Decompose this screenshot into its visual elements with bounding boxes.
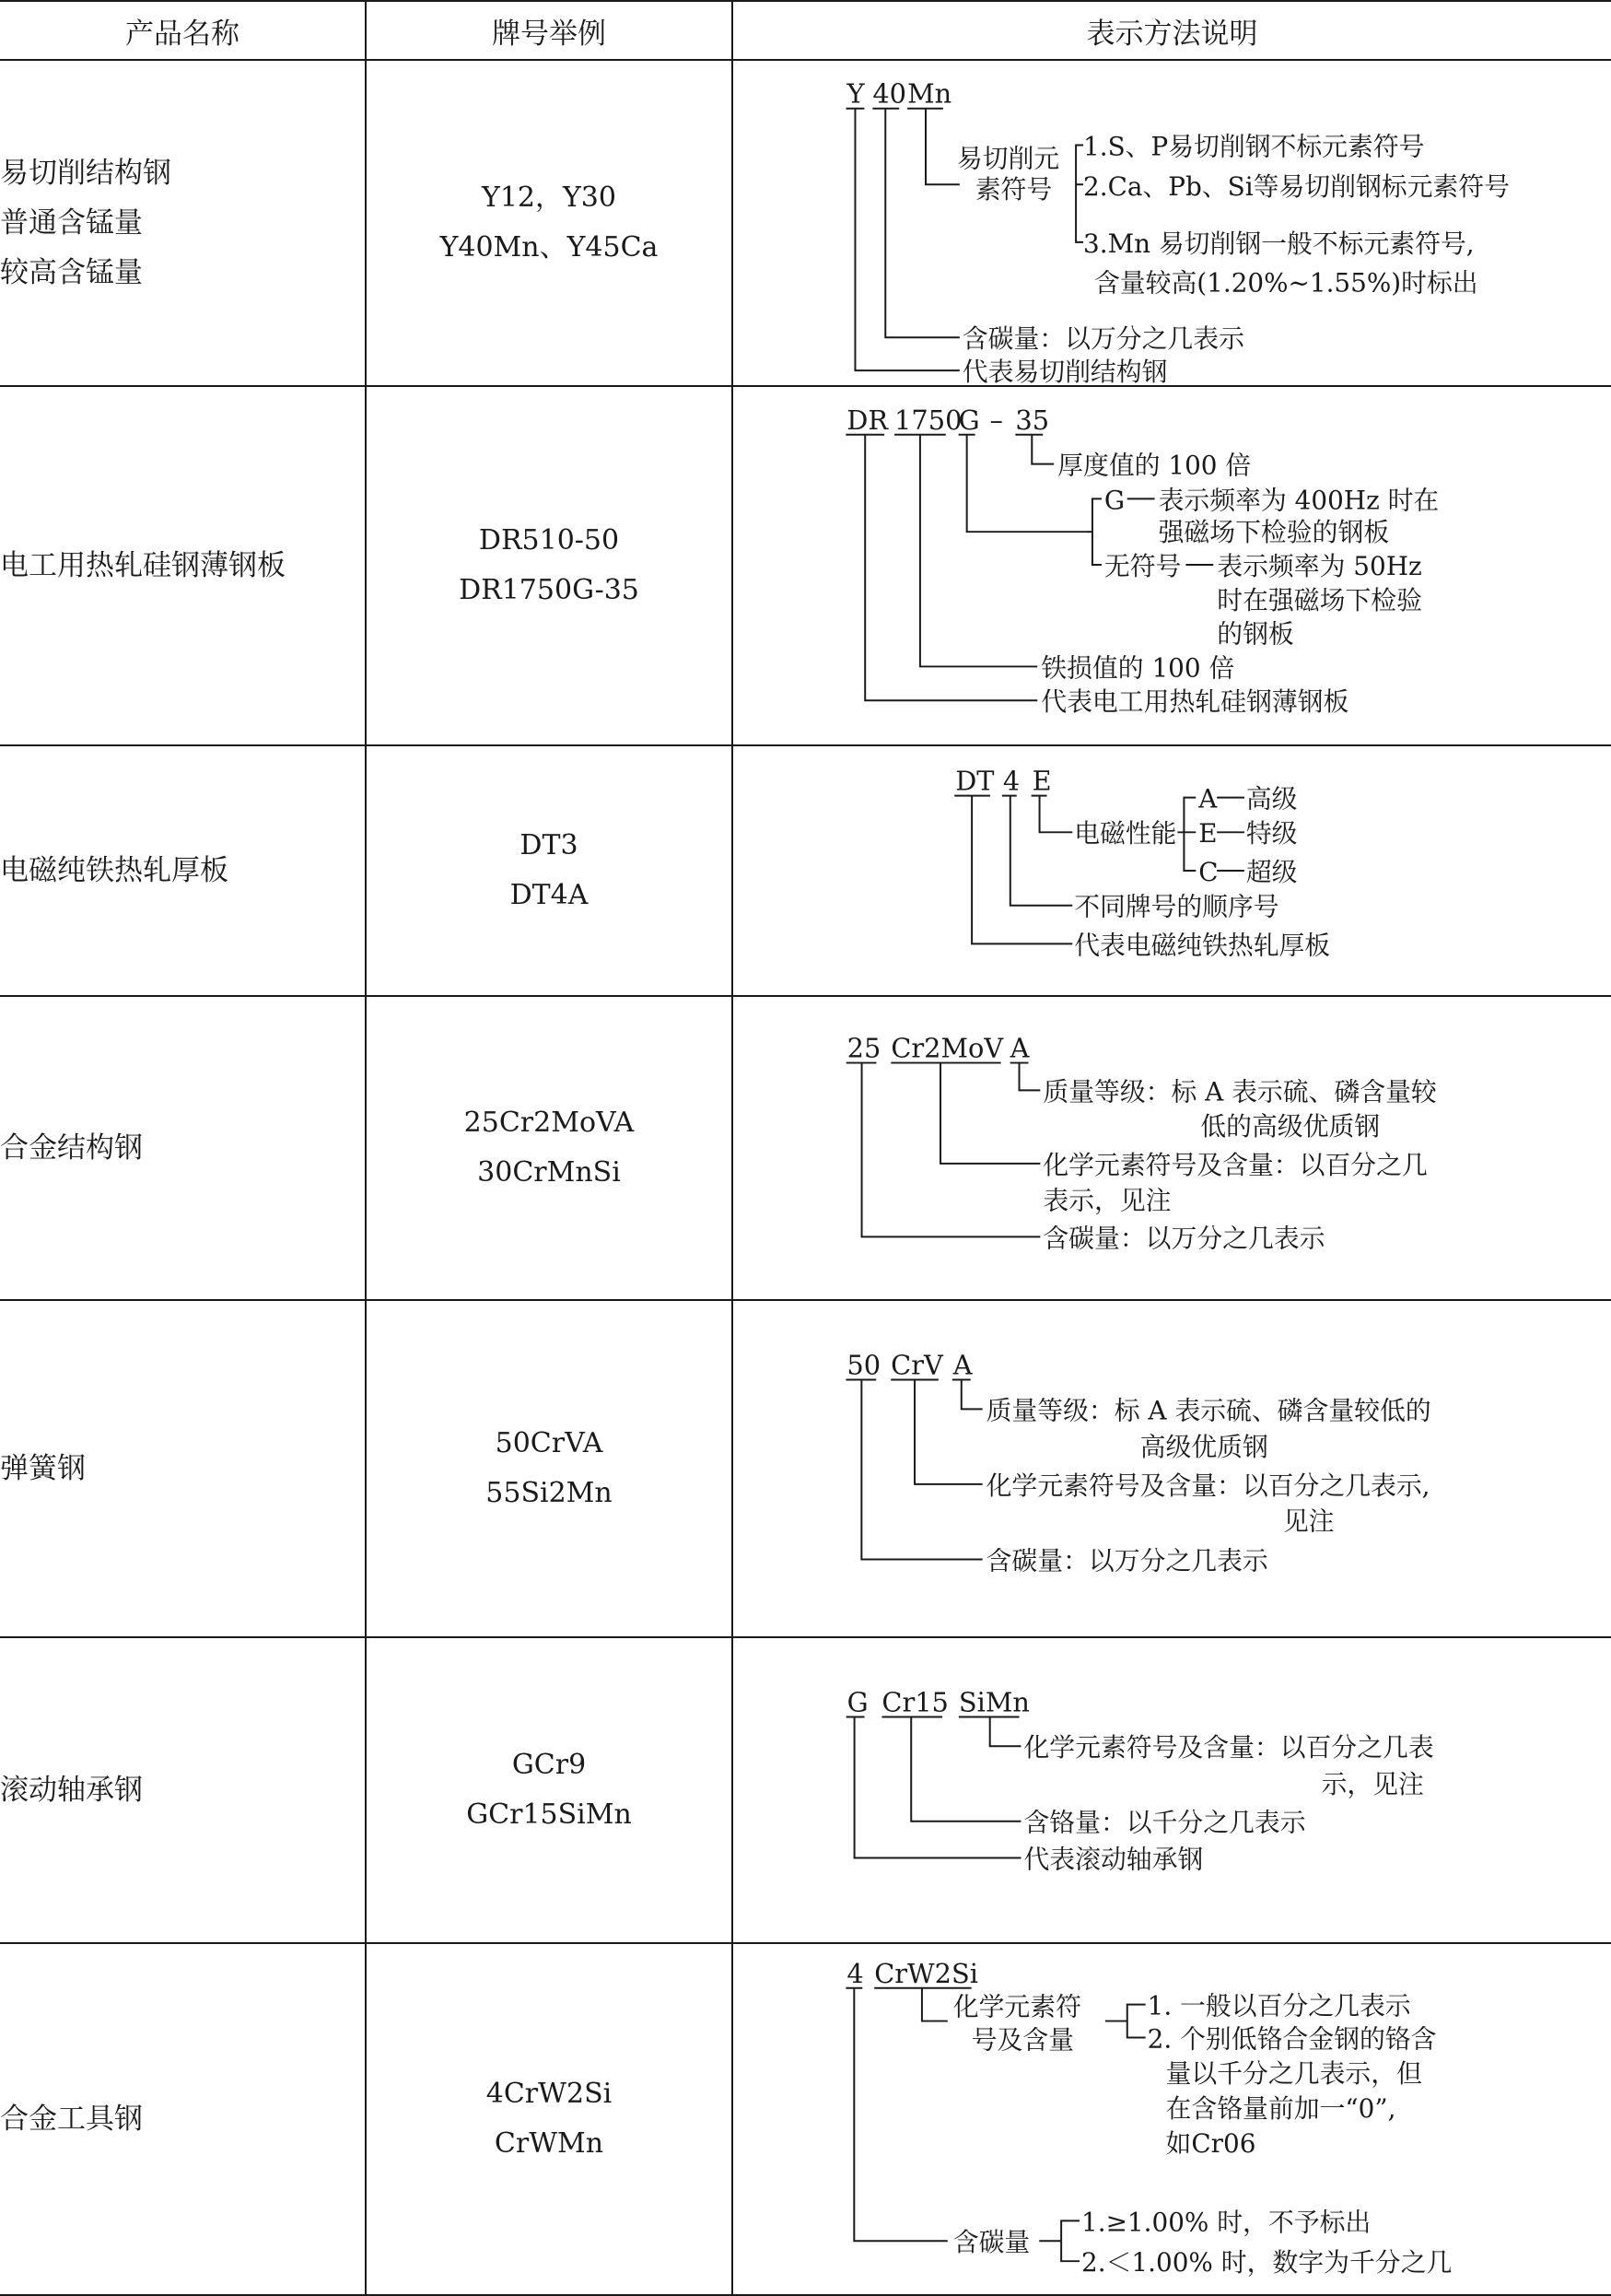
- table-row: [0, 1943, 1611, 2295]
- product-name-cell: [0, 1637, 366, 1943]
- chem-label: 号及含量: [971, 2024, 1075, 2056]
- represent-text: 代表滚动轴承钢: [1023, 1844, 1204, 1875]
- grade-example: CrWMn: [494, 2127, 604, 2160]
- item-text: 1.S、P易切削钢不标元素符号: [1083, 131, 1425, 162]
- code-part: A: [952, 1349, 973, 1381]
- carbon-item: 2.＜1.00% 时，数字为千分之几: [1081, 2247, 1453, 2278]
- notation-diagram: [733, 61, 1611, 388]
- chem-label: 化学元素符: [952, 1991, 1081, 2022]
- chem-text: 化学元素符号及含量：以百分之几: [1043, 1149, 1428, 1180]
- none-desc: 表示频率为 50Hz: [1217, 550, 1422, 581]
- grade-example-cell: [366, 1943, 732, 2295]
- code-part: E: [1032, 765, 1052, 797]
- grade-example-cell: [366, 996, 732, 1300]
- code-part: 35: [1015, 404, 1050, 436]
- product-name-cell: [0, 1943, 366, 2295]
- code-part: 25: [846, 1032, 881, 1064]
- table-row: [0, 1637, 1611, 1943]
- none-label: 无符号: [1103, 550, 1182, 581]
- notation-diagram: [733, 746, 1611, 995]
- perf-label: 电磁性能: [1074, 818, 1177, 849]
- product-name-cell: [0, 60, 366, 386]
- grade-example: 4CrW2Si: [485, 2078, 613, 2110]
- chem-item: 如Cr06: [1165, 2127, 1256, 2159]
- none-desc: 的钢板: [1217, 618, 1294, 650]
- product-subname: 较高含锰量: [0, 256, 143, 289]
- code-part: CrW2Si: [874, 1957, 978, 1989]
- chem-item: 2. 个别低铬合金钢的铬含: [1147, 2023, 1437, 2055]
- code-part: Mn: [907, 77, 952, 110]
- chem-item: 在含铬量前加一“0”,: [1165, 2093, 1396, 2125]
- grade-example-cell: [366, 60, 732, 386]
- code-part: DT: [955, 765, 995, 797]
- quality-text: 高级优质钢: [1139, 1432, 1268, 1463]
- product-name-cell: [0, 1300, 366, 1637]
- code-part: Cr15: [881, 1686, 949, 1718]
- grade-example: 25Cr2MoVA: [463, 1107, 635, 1139]
- chem-text: 化学元素符号及含量：以百分之几表示,: [986, 1470, 1430, 1501]
- chem-item: 1. 一般以百分之几表示: [1147, 1990, 1411, 2021]
- carbon-text: 含碳量：以万分之几表示: [986, 1545, 1268, 1576]
- product-name: 弹簧钢: [0, 1452, 86, 1485]
- quality-text: 质量等级：标 A 表示硫、磷含量较: [1043, 1076, 1437, 1107]
- chem-text: 见注: [1282, 1505, 1335, 1537]
- level-label: 超级: [1245, 856, 1298, 887]
- code-part: 4: [1002, 765, 1021, 797]
- element-symbol-label: 素符号: [975, 174, 1053, 205]
- table-row: [0, 996, 1611, 1300]
- product-name: 合金结构钢: [0, 1131, 143, 1165]
- carbon-label: 含碳量: [952, 2227, 1031, 2258]
- grade-example: GCr9: [511, 1749, 587, 1781]
- notation-diagram: [733, 1944, 1611, 2294]
- notation-diagram: [733, 1301, 1611, 1636]
- notation-diagram: [733, 997, 1611, 1299]
- element-symbol-label: 易切削元: [956, 143, 1060, 174]
- header-product-name: 产品名称: [0, 1, 366, 60]
- code-part: 40: [872, 77, 907, 110]
- quality-text: 低的高级优质钢: [1200, 1111, 1381, 1142]
- product-name: 电工用热轧硅钢薄钢板: [0, 549, 286, 582]
- carbon-item: 1.≥1.00% 时，不予标出: [1081, 2207, 1372, 2238]
- represent-text: 代表易切削结构钢: [962, 357, 1168, 388]
- notation-diagram: [733, 1638, 1611, 1942]
- grade-example: GCr15SiMn: [466, 1798, 632, 1831]
- item-text: 含量较高(1.20%~1.55%)时标出: [1093, 267, 1478, 299]
- table-row: [0, 745, 1611, 996]
- product-name-cell: [0, 386, 366, 745]
- g-desc: 强磁场下检验的钢板: [1158, 517, 1390, 548]
- grade-example: DT3: [519, 829, 578, 861]
- notation-diagram-cell: [732, 60, 1611, 386]
- code-part: Cr2MoV: [891, 1032, 1004, 1064]
- represent-text: 代表电工用热轧硅钢薄钢板: [1041, 686, 1349, 718]
- represent-text: 代表电磁纯铁热轧厚板: [1074, 930, 1331, 961]
- grade-example-cell: [366, 745, 732, 996]
- chromium-text: 含铬量：以千分之几表示: [1023, 1807, 1306, 1838]
- grade-example: 55Si2Mn: [485, 1477, 613, 1509]
- item-text: 3.Mn 易切削钢一般不标元素符号,: [1083, 228, 1475, 259]
- notation-diagram: [733, 387, 1611, 744]
- chem-text: 化学元素符号及含量：以百分之几表: [1023, 1732, 1434, 1763]
- level-label: 特级: [1245, 818, 1298, 849]
- grade-example: DT4A: [509, 879, 589, 911]
- code-part: 1750: [894, 404, 963, 436]
- g-label: G: [1103, 485, 1126, 516]
- code-part: G: [958, 404, 980, 436]
- code-part: A: [1010, 1032, 1030, 1064]
- loss-text: 铁损值的 100 倍: [1041, 652, 1235, 684]
- chem-text: 示，见注: [1321, 1768, 1424, 1799]
- code-part: DR: [846, 404, 889, 436]
- level-code: C: [1198, 856, 1219, 887]
- product-subname: 普通含锰量: [0, 206, 143, 240]
- code-part: 50: [846, 1349, 881, 1381]
- notation-diagram-cell: [732, 1943, 1611, 2295]
- header-notation-description: 表示方法说明: [732, 1, 1611, 60]
- level-code: E: [1198, 818, 1218, 849]
- grade-example-cell: [366, 1300, 732, 1637]
- notation-diagram-cell: [732, 1637, 1611, 1943]
- table-row: [0, 1300, 1611, 1637]
- product-name-cell: [0, 745, 366, 996]
- grade-example: Y40Mn、Y45Ca: [439, 231, 659, 264]
- code-part: 4: [846, 1957, 864, 1989]
- code-part: G: [846, 1686, 869, 1718]
- chem-text: 表示，见注: [1043, 1185, 1172, 1216]
- product-name: 滚动轴承钢: [0, 1774, 143, 1807]
- notation-diagram-cell: [732, 745, 1611, 996]
- carbon-text: 含碳量：以万分之几表示: [1043, 1223, 1325, 1254]
- code-part: Y: [846, 77, 865, 110]
- header-row: [0, 1, 1611, 60]
- grade-example: DR1750G-35: [459, 574, 639, 606]
- none-desc: 时在强磁场下检验: [1217, 584, 1422, 615]
- product-name: 电磁纯铁热轧厚板: [0, 854, 228, 887]
- grade-example: DR510-50: [478, 524, 620, 556]
- product-name: 合金工具钢: [0, 2103, 143, 2136]
- chem-item: 量以千分之几表示，但: [1165, 2058, 1422, 2090]
- header-grade-example: 牌号举例: [366, 1, 732, 60]
- quality-text: 质量等级：标 A 表示硫、磷含量较低的: [986, 1395, 1431, 1426]
- product-name-cell: [0, 996, 366, 1300]
- item-text: 2.Ca、Pb、Si等易切削钢标元素符号: [1083, 171, 1510, 203]
- code-part: –: [989, 404, 1003, 436]
- notation-diagram-cell: [732, 386, 1611, 745]
- g-desc: 表示频率为 400Hz 时在: [1158, 485, 1440, 516]
- grade-example: Y12，Y30: [482, 182, 616, 214]
- notation-diagram-cell: [732, 1300, 1611, 1637]
- grade-example: 50CrVA: [495, 1427, 603, 1459]
- code-part: CrV: [891, 1349, 943, 1381]
- table-row: [0, 386, 1611, 745]
- product-name: 易切削结构钢: [0, 157, 171, 190]
- grade-example-cell: [366, 386, 732, 745]
- notation-diagram-cell: [732, 996, 1611, 1300]
- order-text: 不同牌号的顺序号: [1074, 891, 1279, 922]
- level-code: A: [1198, 783, 1218, 814]
- grade-example: 30CrMnSi: [477, 1156, 621, 1189]
- carbon-text: 含碳量：以万分之几表示: [962, 323, 1244, 355]
- level-label: 高级: [1245, 783, 1298, 814]
- code-part: SiMn: [958, 1686, 1030, 1718]
- grade-example-cell: [366, 1637, 732, 1943]
- thickness-text: 厚度值的 100 倍: [1057, 450, 1252, 481]
- table-row: [0, 60, 1611, 386]
